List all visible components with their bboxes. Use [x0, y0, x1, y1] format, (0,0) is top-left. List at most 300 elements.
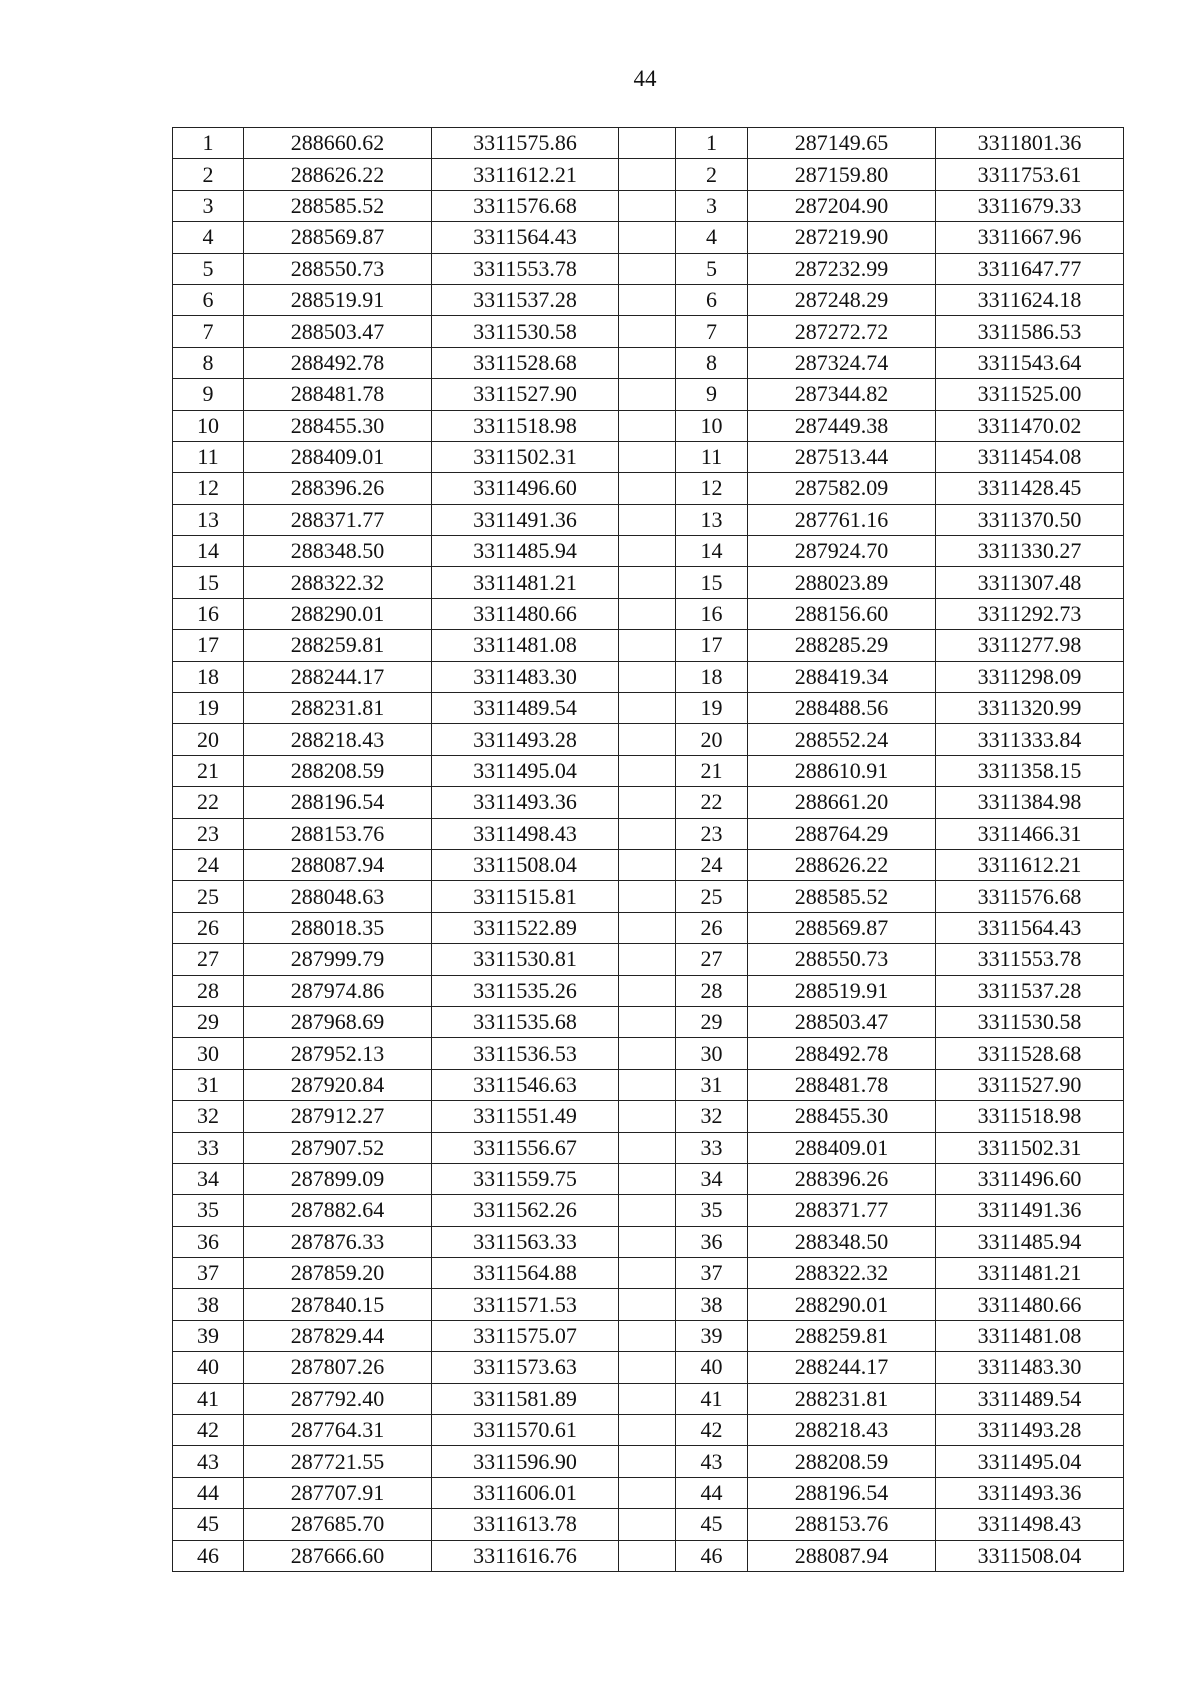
right-point-number: 15	[676, 567, 748, 598]
left-point-number: 11	[173, 441, 244, 472]
right-x-coordinate: 288023.89	[748, 567, 936, 598]
table-row	[173, 1540, 1124, 1571]
right-x-coordinate: 287248.29	[748, 284, 936, 315]
left-y-coordinate: 3311518.98	[432, 410, 619, 441]
left-x-coordinate: 288481.78	[244, 379, 432, 410]
right-point-number: 6	[676, 284, 748, 315]
right-y-coordinate: 3311485.94	[936, 1226, 1124, 1257]
left-x-coordinate: 287721.55	[244, 1446, 432, 1477]
left-x-coordinate: 287952.13	[244, 1038, 432, 1069]
right-x-coordinate: 288208.59	[748, 1446, 936, 1477]
left-point-number: 29	[173, 1006, 244, 1037]
right-point-number: 4	[676, 222, 748, 253]
left-y-coordinate: 3311564.88	[432, 1258, 619, 1289]
table-row	[173, 724, 1124, 755]
right-x-coordinate: 287232.99	[748, 253, 936, 284]
right-x-coordinate: 288322.32	[748, 1258, 936, 1289]
left-x-coordinate: 288231.81	[244, 693, 432, 724]
table-row	[173, 1163, 1124, 1194]
right-point-number: 11	[676, 441, 748, 472]
left-x-coordinate: 287840.15	[244, 1289, 432, 1320]
separator-cell	[619, 693, 676, 724]
separator-cell	[619, 190, 676, 221]
right-x-coordinate: 288087.94	[748, 1540, 936, 1571]
separator-cell	[619, 159, 676, 190]
left-x-coordinate: 288455.30	[244, 410, 432, 441]
separator-cell	[619, 1132, 676, 1163]
separator-cell	[619, 567, 676, 598]
left-y-coordinate: 3311546.63	[432, 1069, 619, 1100]
left-point-number: 32	[173, 1101, 244, 1132]
separator-cell	[619, 849, 676, 880]
right-x-coordinate: 288371.77	[748, 1195, 936, 1226]
separator-cell	[619, 1415, 676, 1446]
right-x-coordinate: 288552.24	[748, 724, 936, 755]
separator-cell	[619, 1258, 676, 1289]
left-y-coordinate: 3311522.89	[432, 912, 619, 943]
right-y-coordinate: 3311496.60	[936, 1163, 1124, 1194]
separator-cell	[619, 975, 676, 1006]
right-x-coordinate: 288196.54	[748, 1477, 936, 1508]
left-point-number: 28	[173, 975, 244, 1006]
right-x-coordinate: 288519.91	[748, 975, 936, 1006]
left-point-number: 5	[173, 253, 244, 284]
right-y-coordinate: 3311370.50	[936, 504, 1124, 535]
table-row	[173, 1132, 1124, 1163]
table-row	[173, 1383, 1124, 1414]
left-point-number: 40	[173, 1352, 244, 1383]
left-x-coordinate: 287907.52	[244, 1132, 432, 1163]
right-point-number: 30	[676, 1038, 748, 1069]
table-row	[173, 1195, 1124, 1226]
separator-cell	[619, 284, 676, 315]
left-point-number: 43	[173, 1446, 244, 1477]
right-x-coordinate: 287149.65	[748, 128, 936, 159]
left-x-coordinate: 288371.77	[244, 504, 432, 535]
left-x-coordinate: 288348.50	[244, 536, 432, 567]
separator-cell	[619, 441, 676, 472]
left-x-coordinate: 287882.64	[244, 1195, 432, 1226]
left-y-coordinate: 3311508.04	[432, 849, 619, 880]
right-point-number: 20	[676, 724, 748, 755]
separator-cell	[619, 598, 676, 629]
right-x-coordinate: 287344.82	[748, 379, 936, 410]
left-x-coordinate: 288153.76	[244, 818, 432, 849]
right-y-coordinate: 3311502.31	[936, 1132, 1124, 1163]
separator-cell	[619, 1352, 676, 1383]
left-point-number: 12	[173, 473, 244, 504]
left-point-number: 6	[173, 284, 244, 315]
separator-cell	[619, 253, 676, 284]
table-row	[173, 818, 1124, 849]
right-y-coordinate: 3311481.08	[936, 1320, 1124, 1351]
left-x-coordinate: 288208.59	[244, 755, 432, 786]
left-point-number: 18	[173, 661, 244, 692]
right-y-coordinate: 3311292.73	[936, 598, 1124, 629]
left-point-number: 27	[173, 944, 244, 975]
separator-cell	[619, 1226, 676, 1257]
left-point-number: 44	[173, 1477, 244, 1508]
left-x-coordinate: 287792.40	[244, 1383, 432, 1414]
right-x-coordinate: 287924.70	[748, 536, 936, 567]
left-y-coordinate: 3311491.36	[432, 504, 619, 535]
left-x-coordinate: 288259.81	[244, 630, 432, 661]
right-x-coordinate: 288481.78	[748, 1069, 936, 1100]
left-x-coordinate: 287666.60	[244, 1540, 432, 1571]
table-row	[173, 1038, 1124, 1069]
table-row	[173, 1509, 1124, 1540]
right-y-coordinate: 3311564.43	[936, 912, 1124, 943]
left-x-coordinate: 287876.33	[244, 1226, 432, 1257]
right-y-coordinate: 3311525.00	[936, 379, 1124, 410]
table-row	[173, 1352, 1124, 1383]
left-x-coordinate: 288503.47	[244, 316, 432, 347]
separator-cell	[619, 504, 676, 535]
left-y-coordinate: 3311493.36	[432, 787, 619, 818]
right-point-number: 33	[676, 1132, 748, 1163]
table-row	[173, 473, 1124, 504]
right-y-coordinate: 3311586.53	[936, 316, 1124, 347]
table-row	[173, 1289, 1124, 1320]
left-point-number: 36	[173, 1226, 244, 1257]
left-x-coordinate: 288660.62	[244, 128, 432, 159]
separator-cell	[619, 944, 676, 975]
left-y-coordinate: 3311530.58	[432, 316, 619, 347]
separator-cell	[619, 881, 676, 912]
left-y-coordinate: 3311606.01	[432, 1477, 619, 1508]
separator-cell	[619, 347, 676, 378]
left-point-number: 10	[173, 410, 244, 441]
right-point-number: 25	[676, 881, 748, 912]
table-row	[173, 1069, 1124, 1100]
left-x-coordinate: 287974.86	[244, 975, 432, 1006]
right-x-coordinate: 288661.20	[748, 787, 936, 818]
right-y-coordinate: 3311491.36	[936, 1195, 1124, 1226]
right-x-coordinate: 288285.29	[748, 630, 936, 661]
separator-cell	[619, 1446, 676, 1477]
right-x-coordinate: 287761.16	[748, 504, 936, 535]
left-point-number: 7	[173, 316, 244, 347]
left-point-number: 24	[173, 849, 244, 880]
right-point-number: 46	[676, 1540, 748, 1571]
left-point-number: 17	[173, 630, 244, 661]
right-y-coordinate: 3311480.66	[936, 1289, 1124, 1320]
right-point-number: 40	[676, 1352, 748, 1383]
left-point-number: 41	[173, 1383, 244, 1414]
left-x-coordinate: 288218.43	[244, 724, 432, 755]
left-x-coordinate: 288087.94	[244, 849, 432, 880]
left-point-number: 34	[173, 1163, 244, 1194]
table-row	[173, 755, 1124, 786]
table-row	[173, 379, 1124, 410]
left-x-coordinate: 287920.84	[244, 1069, 432, 1100]
separator-cell	[619, 316, 676, 347]
right-y-coordinate: 3311493.28	[936, 1415, 1124, 1446]
left-point-number: 38	[173, 1289, 244, 1320]
left-point-number: 20	[173, 724, 244, 755]
table-row	[173, 1477, 1124, 1508]
right-x-coordinate: 287159.80	[748, 159, 936, 190]
left-x-coordinate: 288409.01	[244, 441, 432, 472]
separator-cell	[619, 1069, 676, 1100]
right-y-coordinate: 3311320.99	[936, 693, 1124, 724]
left-y-coordinate: 3311483.30	[432, 661, 619, 692]
separator-cell	[619, 724, 676, 755]
left-y-coordinate: 3311570.61	[432, 1415, 619, 1446]
page-number: 44	[633, 66, 657, 91]
right-x-coordinate: 287449.38	[748, 410, 936, 441]
left-point-number: 2	[173, 159, 244, 190]
left-x-coordinate: 288626.22	[244, 159, 432, 190]
table-row	[173, 1446, 1124, 1477]
left-point-number: 37	[173, 1258, 244, 1289]
left-y-coordinate: 3311575.07	[432, 1320, 619, 1351]
left-y-coordinate: 3311527.90	[432, 379, 619, 410]
left-x-coordinate: 288519.91	[244, 284, 432, 315]
left-point-number: 22	[173, 787, 244, 818]
left-point-number: 33	[173, 1132, 244, 1163]
right-x-coordinate: 288396.26	[748, 1163, 936, 1194]
right-x-coordinate: 288610.91	[748, 755, 936, 786]
right-y-coordinate: 3311528.68	[936, 1038, 1124, 1069]
right-point-number: 2	[676, 159, 748, 190]
right-y-coordinate: 3311466.31	[936, 818, 1124, 849]
table-row	[173, 1101, 1124, 1132]
separator-cell	[619, 1383, 676, 1414]
right-point-number: 35	[676, 1195, 748, 1226]
left-point-number: 15	[173, 567, 244, 598]
left-y-coordinate: 3311536.53	[432, 1038, 619, 1069]
right-point-number: 5	[676, 253, 748, 284]
right-y-coordinate: 3311647.77	[936, 253, 1124, 284]
right-x-coordinate: 287324.74	[748, 347, 936, 378]
separator-cell	[619, 379, 676, 410]
left-point-number: 42	[173, 1415, 244, 1446]
separator-cell	[619, 1163, 676, 1194]
right-point-number: 14	[676, 536, 748, 567]
right-point-number: 10	[676, 410, 748, 441]
table-row	[173, 693, 1124, 724]
left-x-coordinate: 288492.78	[244, 347, 432, 378]
right-point-number: 39	[676, 1320, 748, 1351]
left-y-coordinate: 3311613.78	[432, 1509, 619, 1540]
separator-cell	[619, 1289, 676, 1320]
right-point-number: 17	[676, 630, 748, 661]
left-y-coordinate: 3311481.08	[432, 630, 619, 661]
left-point-number: 46	[173, 1540, 244, 1571]
left-y-coordinate: 3311596.90	[432, 1446, 619, 1477]
right-x-coordinate: 288156.60	[748, 598, 936, 629]
table-row	[173, 1006, 1124, 1037]
right-x-coordinate: 287219.90	[748, 222, 936, 253]
right-y-coordinate: 3311679.33	[936, 190, 1124, 221]
left-point-number: 3	[173, 190, 244, 221]
left-y-coordinate: 3311559.75	[432, 1163, 619, 1194]
left-y-coordinate: 3311575.86	[432, 128, 619, 159]
separator-cell	[619, 661, 676, 692]
right-point-number: 18	[676, 661, 748, 692]
right-x-coordinate: 287204.90	[748, 190, 936, 221]
right-point-number: 12	[676, 473, 748, 504]
right-y-coordinate: 3311518.98	[936, 1101, 1124, 1132]
left-point-number: 8	[173, 347, 244, 378]
right-y-coordinate: 3311801.36	[936, 128, 1124, 159]
left-y-coordinate: 3311537.28	[432, 284, 619, 315]
table-row	[173, 944, 1124, 975]
right-point-number: 13	[676, 504, 748, 535]
left-point-number: 39	[173, 1320, 244, 1351]
separator-cell	[619, 787, 676, 818]
left-y-coordinate: 3311515.81	[432, 881, 619, 912]
right-y-coordinate: 3311428.45	[936, 473, 1124, 504]
left-point-number: 16	[173, 598, 244, 629]
right-x-coordinate: 288153.76	[748, 1509, 936, 1540]
right-point-number: 37	[676, 1258, 748, 1289]
right-point-number: 27	[676, 944, 748, 975]
table-row	[173, 598, 1124, 629]
left-point-number: 25	[173, 881, 244, 912]
right-x-coordinate: 288218.43	[748, 1415, 936, 1446]
separator-cell	[619, 755, 676, 786]
left-y-coordinate: 3311530.81	[432, 944, 619, 975]
left-y-coordinate: 3311556.67	[432, 1132, 619, 1163]
table-row	[173, 410, 1124, 441]
right-x-coordinate: 287582.09	[748, 473, 936, 504]
right-point-number: 41	[676, 1383, 748, 1414]
table-row	[173, 849, 1124, 880]
left-x-coordinate: 288290.01	[244, 598, 432, 629]
right-y-coordinate: 3311612.21	[936, 849, 1124, 880]
left-x-coordinate: 287968.69	[244, 1006, 432, 1037]
right-x-coordinate: 288550.73	[748, 944, 936, 975]
right-x-coordinate: 288488.56	[748, 693, 936, 724]
separator-cell	[619, 536, 676, 567]
right-x-coordinate: 288348.50	[748, 1226, 936, 1257]
right-x-coordinate: 288409.01	[748, 1132, 936, 1163]
left-point-number: 30	[173, 1038, 244, 1069]
left-y-coordinate: 3311553.78	[432, 253, 619, 284]
separator-cell	[619, 1540, 676, 1571]
right-point-number: 38	[676, 1289, 748, 1320]
left-y-coordinate: 3311535.68	[432, 1006, 619, 1037]
right-point-number: 19	[676, 693, 748, 724]
right-point-number: 1	[676, 128, 748, 159]
right-y-coordinate: 3311470.02	[936, 410, 1124, 441]
coordinates-table-body	[173, 128, 1124, 1572]
right-point-number: 45	[676, 1509, 748, 1540]
right-y-coordinate: 3311298.09	[936, 661, 1124, 692]
table-row	[173, 504, 1124, 535]
table-row	[173, 1320, 1124, 1351]
right-y-coordinate: 3311508.04	[936, 1540, 1124, 1571]
right-point-number: 8	[676, 347, 748, 378]
right-y-coordinate: 3311489.54	[936, 1383, 1124, 1414]
table-row	[173, 190, 1124, 221]
separator-cell	[619, 1101, 676, 1132]
right-point-number: 28	[676, 975, 748, 1006]
right-y-coordinate: 3311333.84	[936, 724, 1124, 755]
right-y-coordinate: 3311495.04	[936, 1446, 1124, 1477]
right-x-coordinate: 288492.78	[748, 1038, 936, 1069]
left-x-coordinate: 287859.20	[244, 1258, 432, 1289]
left-x-coordinate: 288018.35	[244, 912, 432, 943]
left-y-coordinate: 3311528.68	[432, 347, 619, 378]
separator-cell	[619, 222, 676, 253]
table-row	[173, 630, 1124, 661]
table-row	[173, 661, 1124, 692]
coordinates-table	[172, 127, 1124, 1572]
right-x-coordinate: 287272.72	[748, 316, 936, 347]
left-y-coordinate: 3311495.04	[432, 755, 619, 786]
left-y-coordinate: 3311481.21	[432, 567, 619, 598]
right-point-number: 42	[676, 1415, 748, 1446]
right-point-number: 7	[676, 316, 748, 347]
left-x-coordinate: 287764.31	[244, 1415, 432, 1446]
right-point-number: 16	[676, 598, 748, 629]
right-x-coordinate: 288419.34	[748, 661, 936, 692]
left-y-coordinate: 3311562.26	[432, 1195, 619, 1226]
right-x-coordinate: 288503.47	[748, 1006, 936, 1037]
table-row	[173, 536, 1124, 567]
right-point-number: 24	[676, 849, 748, 880]
separator-cell	[619, 630, 676, 661]
separator-cell	[619, 1477, 676, 1508]
left-y-coordinate: 3311563.33	[432, 1226, 619, 1257]
separator-cell	[619, 1509, 676, 1540]
left-y-coordinate: 3311612.21	[432, 159, 619, 190]
left-x-coordinate: 288585.52	[244, 190, 432, 221]
table-row	[173, 316, 1124, 347]
right-point-number: 34	[676, 1163, 748, 1194]
left-y-coordinate: 3311498.43	[432, 818, 619, 849]
right-x-coordinate: 288626.22	[748, 849, 936, 880]
right-point-number: 36	[676, 1226, 748, 1257]
right-y-coordinate: 3311493.36	[936, 1477, 1124, 1508]
left-y-coordinate: 3311573.63	[432, 1352, 619, 1383]
separator-cell	[619, 1038, 676, 1069]
right-x-coordinate: 288569.87	[748, 912, 936, 943]
right-y-coordinate: 3311553.78	[936, 944, 1124, 975]
table-row	[173, 975, 1124, 1006]
left-y-coordinate: 3311480.66	[432, 598, 619, 629]
right-y-coordinate: 3311307.48	[936, 567, 1124, 598]
right-y-coordinate: 3311481.21	[936, 1258, 1124, 1289]
right-y-coordinate: 3311527.90	[936, 1069, 1124, 1100]
left-point-number: 14	[173, 536, 244, 567]
left-x-coordinate: 288244.17	[244, 661, 432, 692]
table-row	[173, 253, 1124, 284]
right-point-number: 23	[676, 818, 748, 849]
left-point-number: 26	[173, 912, 244, 943]
separator-cell	[619, 912, 676, 943]
left-point-number: 45	[173, 1509, 244, 1540]
right-x-coordinate: 288231.81	[748, 1383, 936, 1414]
left-y-coordinate: 3311485.94	[432, 536, 619, 567]
right-y-coordinate: 3311277.98	[936, 630, 1124, 661]
left-y-coordinate: 3311502.31	[432, 441, 619, 472]
table-row	[173, 441, 1124, 472]
left-x-coordinate: 287829.44	[244, 1320, 432, 1351]
left-x-coordinate: 287899.09	[244, 1163, 432, 1194]
table-row	[173, 1415, 1124, 1446]
right-y-coordinate: 3311576.68	[936, 881, 1124, 912]
right-point-number: 43	[676, 1446, 748, 1477]
right-x-coordinate: 288764.29	[748, 818, 936, 849]
right-point-number: 21	[676, 755, 748, 786]
right-y-coordinate: 3311530.58	[936, 1006, 1124, 1037]
right-x-coordinate: 288259.81	[748, 1320, 936, 1351]
left-point-number: 31	[173, 1069, 244, 1100]
